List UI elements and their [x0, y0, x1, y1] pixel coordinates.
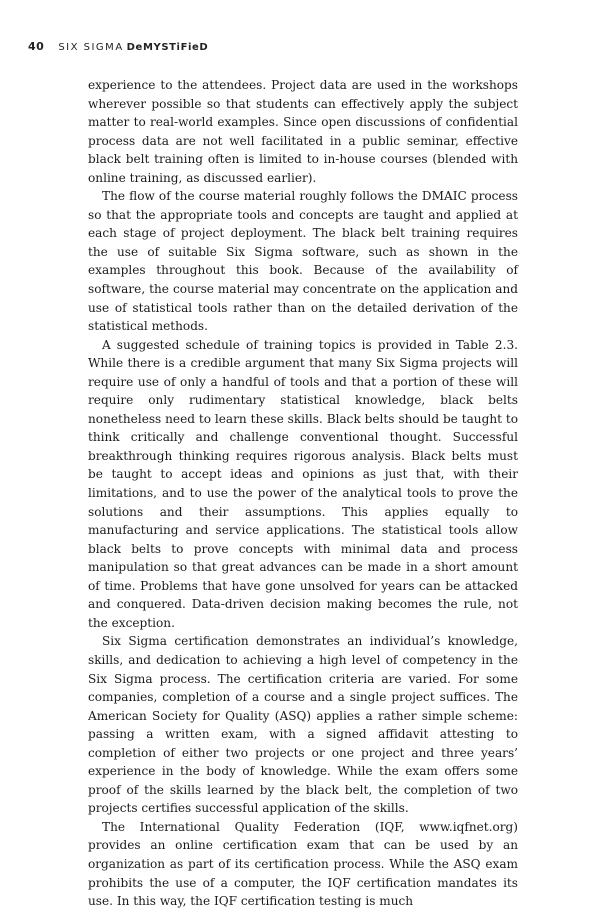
running-header: [28, 40, 208, 53]
series-subtitle: DeMYSTiFieD: [126, 42, 209, 53]
page-number: 40: [28, 40, 45, 53]
paragraph-5: The International Quality Federation (IQF, www.iqfnet.org) provides an online certification exam that can be used by an organization as part of its certification process. While the ASQ exam prohibits the use of a computer, the IQF certification mandates its use. In this way, the IQF certification testing is much: [88, 819, 518, 909]
paragraph-4: Six Sigma certification demonstrates an individual’s knowledge, skills, and dedication to achieving a high level of competency in the Six Sigma process. The certification criteria are varied. For some companies, completion of a course and a single project suffices. The American Society for Quality (ASQ) applies a rather simple scheme: passing a written exam, with a signed affidavit attesting to completion of either two projects or one project and three years’ experience in the body of knowledge. While the exam offers some proof of the skills learned by the black belt, the completion of two projects certifies successful application of the skills.: [88, 634, 518, 816]
paragraph-1: experience to the attendees. Project data are used in the workshops wherever possible so that students can effectively apply the subject matter to real-world examples. Since open discussions of confidential process data are not well facilitated in a public seminar, effective black belt training often is limited to in-house courses (blended with online training, as discussed earlier).: [88, 78, 518, 185]
series-title: SIX SIGMA: [58, 42, 124, 53]
paragraph-3: A suggested schedule of training topics is provided in Table 2.3. While there is a credible argument that many Six Sigma projects will require use of only a handful of tools and that a portion of these will require only rudimentary statistical knowledge, black belts nonetheless need to learn these skills. Black belts should be taught to think critically and challenge conventional thought. Successful breakthrough thinking requires rigorous analysis. Black belts must be taught to accept ideas and opinions as just that, with their limitations, and to use the power of the analytical tools to prove the solutions and their assumptions. This applies equally to manufacturing and service applications. The statistical tools allow black belts to prove concepts with minimal data and process manipulation so that great advances can be made in a short amount of time. Problems that have gone unsolved for years can be attacked and conquered. Data-driven decision making becomes the rule, not the exception.: [88, 337, 518, 630]
body-text: [88, 76, 518, 911]
paragraph-2: The flow of the course material roughly follows the DMAIC process so that the appropriate tools and concepts are taught and applied at each stage of project deployment. The black belt training requires the use of suitable Six Sigma software, such as shown in the examples throughout this book. Because of the availability of software, the course material may concentrate on the application and use of statistical tools rather than on the detailed derivation of the statistical methods.: [88, 189, 518, 334]
